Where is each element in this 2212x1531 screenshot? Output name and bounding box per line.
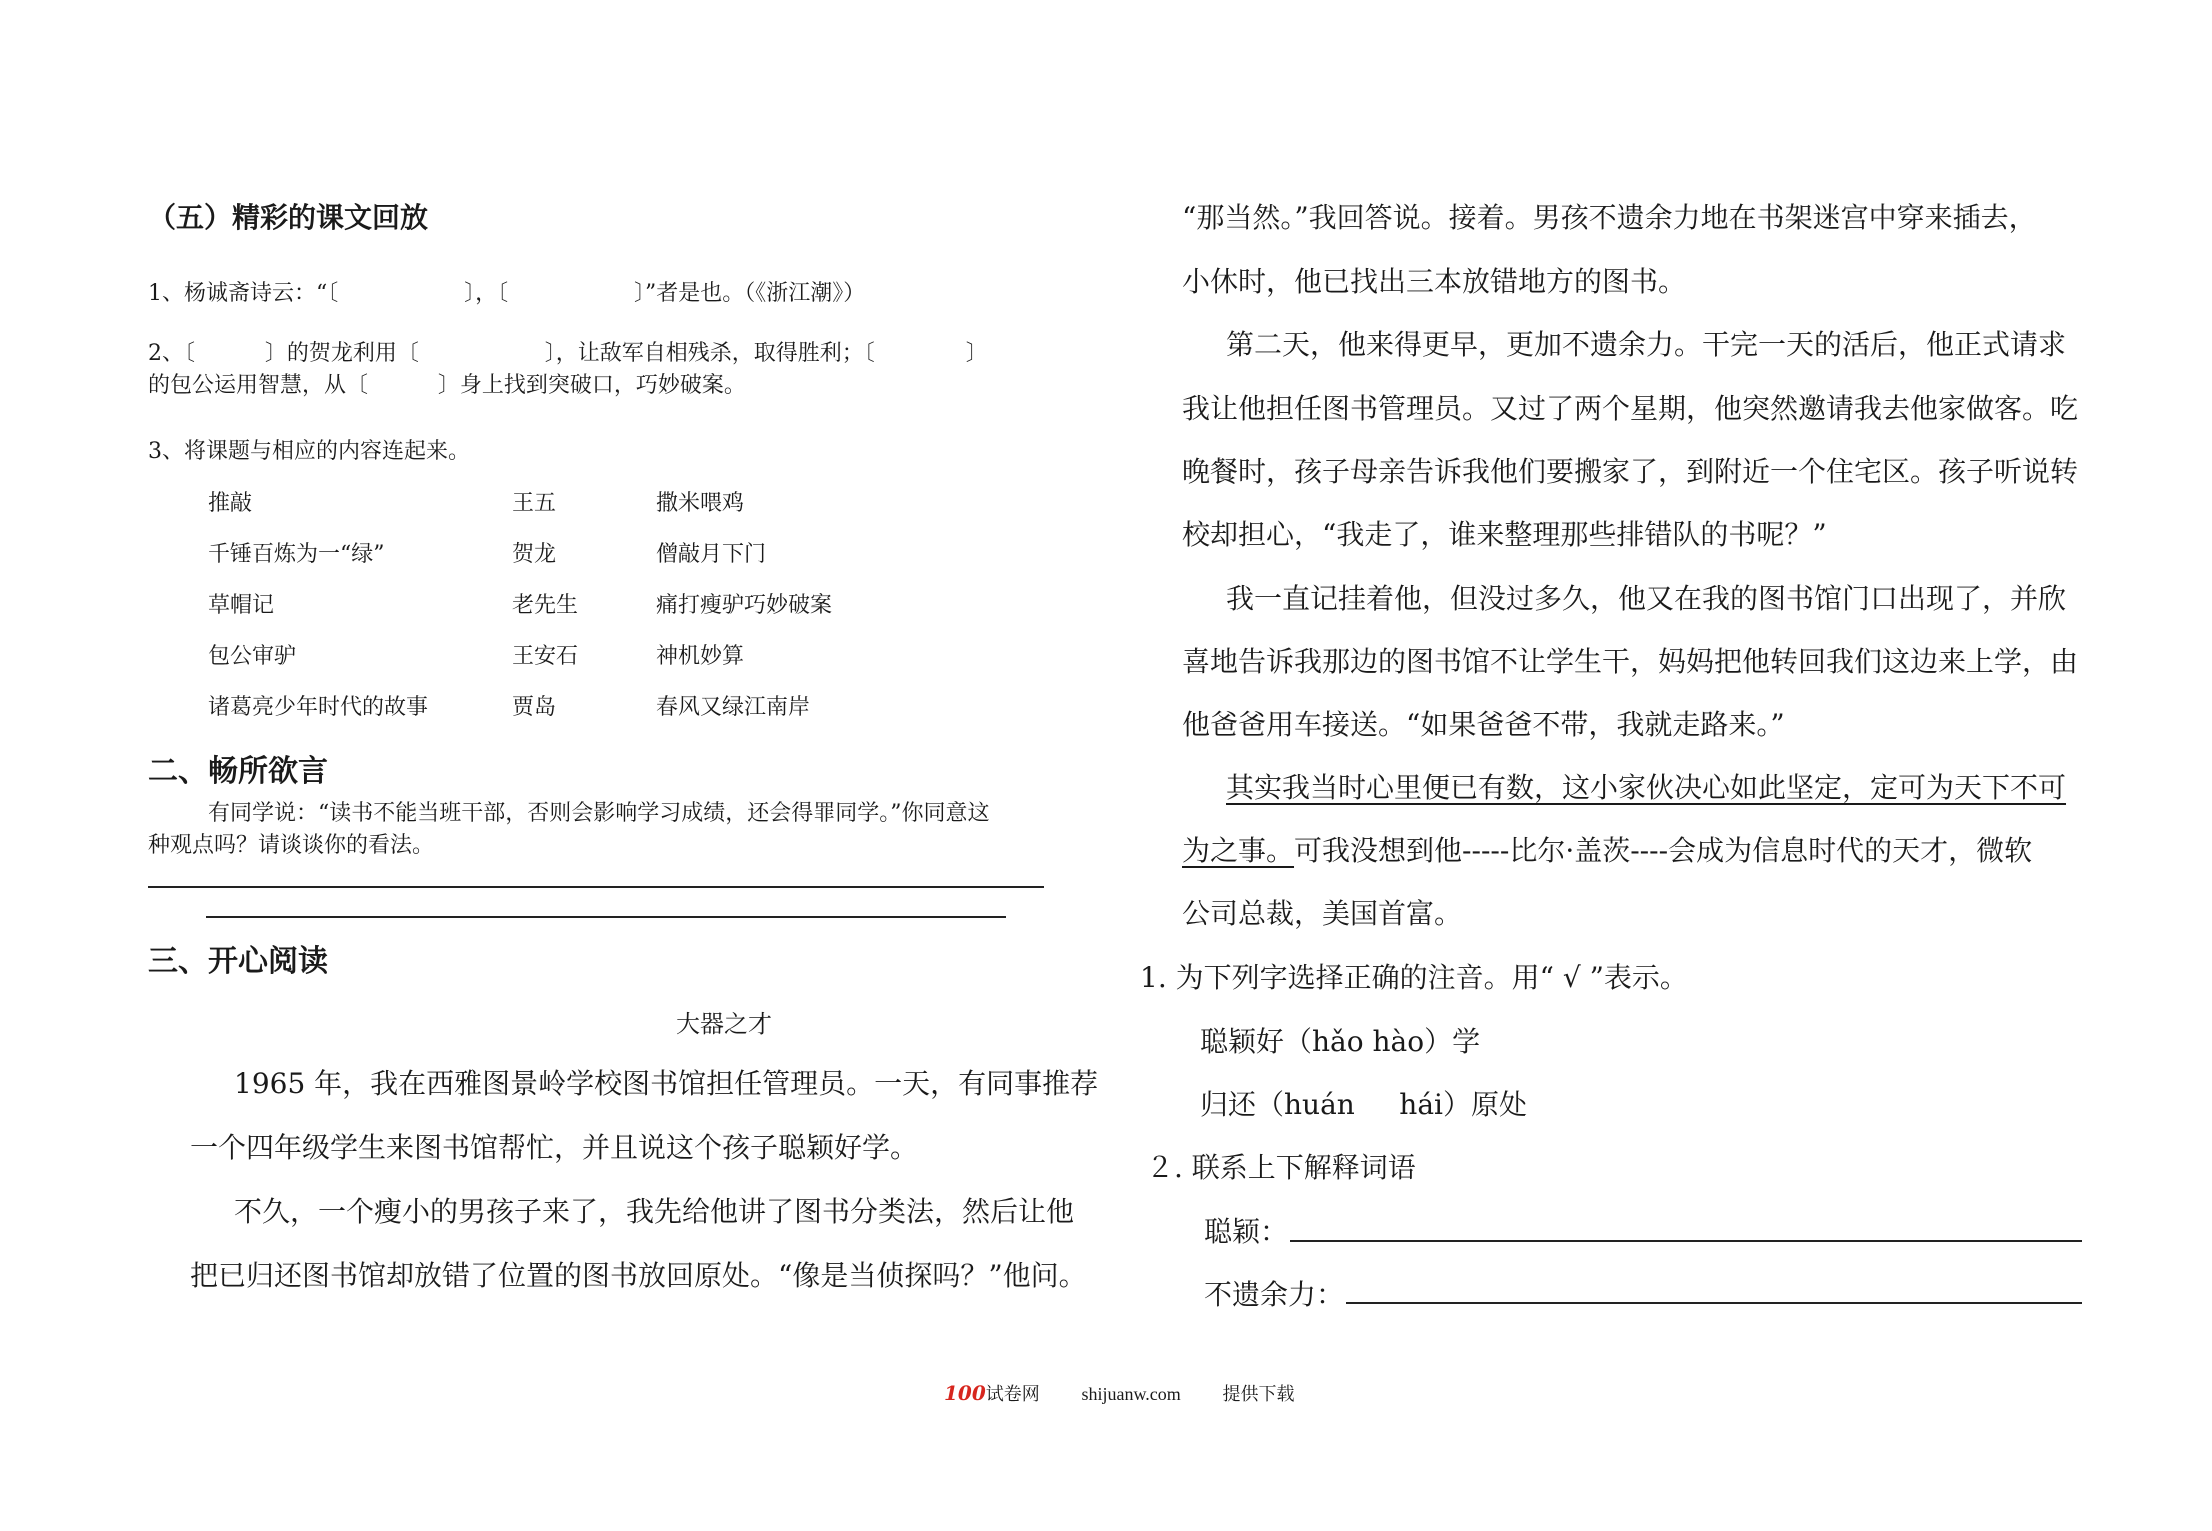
story-line: 一个四年级学生来图书馆帮忙，并且说这个孩子聪颖好学。 bbox=[190, 1131, 919, 1164]
pinyin-option-1: 聪颖好（hǎo hào）学 bbox=[1200, 1025, 1481, 1058]
download-note: 提供下载 bbox=[1222, 1384, 1295, 1405]
answer-line[interactable] bbox=[148, 886, 1044, 888]
reading-question-1: 1. 为下列字选择正确的注音。用“ √ ”表示。 bbox=[1140, 961, 1688, 994]
story-line-rest: 可我没想到他-----比尔·盖茨----会成为信息时代的天才，微软 bbox=[1294, 834, 2033, 867]
story-line: “那当然。”我回答说。接着。男孩不遗余力地在书架迷宫中穿来插去， bbox=[1182, 201, 2037, 234]
story-line: 把已归还图书馆却放错了位置的图书放回原处。“像是当侦探吗？”他问。 bbox=[190, 1259, 1087, 1292]
story-line: 第二天，他来得更早，更加不遗余力。干完一天的活后，他正式请求 bbox=[1226, 328, 2067, 361]
story-line: 小休时，他已找出三本放错地方的图书。 bbox=[1182, 265, 1687, 298]
underlined-sentence-end: 为之事。 bbox=[1182, 834, 1295, 867]
match-title: 诸葛亮少年时代的故事 bbox=[208, 695, 429, 720]
section-3-title: 三、开心阅读 bbox=[148, 944, 328, 979]
match-person: 王安石 bbox=[512, 644, 579, 669]
match-content: 春风又绿江南岸 bbox=[656, 695, 811, 720]
site-name: 试卷网 bbox=[985, 1384, 1040, 1405]
question-2-line-1: 2、〔 〕的贺龙利用〔 〕，让敌军自相残杀，取得胜利；〔 〕 bbox=[148, 341, 988, 366]
question-3: 3、将课题与相应的内容连起来。 bbox=[148, 439, 470, 464]
answer-line[interactable] bbox=[1290, 1240, 2082, 1242]
story-line: 校却担心，“我走了，谁来整理那些排错队的书呢？” bbox=[1182, 518, 1827, 551]
story-line: 喜地告诉我那边的图书馆不让学生干，妈妈把他转回我们这边来上学，由 bbox=[1182, 645, 2079, 678]
match-content: 撒米喂鸡 bbox=[656, 491, 745, 516]
story-line: 他爸爸用车接送。“如果爸爸不带，我就走路来。” bbox=[1182, 708, 1785, 741]
story-line: 1965 年，我在西雅图景岭学校图书馆担任管理员。一天，有同事推荐 bbox=[234, 1067, 1099, 1100]
word-label: 不遗余力： bbox=[1204, 1278, 1345, 1311]
section-5-title: （五）精彩的课文回放 bbox=[148, 201, 429, 234]
underlined-sentence: 其实我当时心里便已有数，这小家伙决心如此坚定，定可为天下不可 bbox=[1226, 771, 2067, 804]
reading-question-2: ２. 联系上下解释词语 bbox=[1146, 1151, 1416, 1184]
footer bbox=[944, 1380, 1295, 1406]
match-content: 神机妙算 bbox=[656, 644, 745, 669]
match-title: 草帽记 bbox=[208, 593, 275, 618]
story-line bbox=[1182, 829, 2032, 869]
match-title: 推敲 bbox=[208, 491, 253, 516]
match-person: 老先生 bbox=[512, 593, 579, 618]
story-line: 不久，一个瘦小的男孩子来了，我先给他讲了图书分类法，然后让他 bbox=[234, 1195, 1075, 1228]
match-person: 王五 bbox=[512, 491, 557, 516]
answer-line[interactable] bbox=[1346, 1302, 2082, 1304]
question-1: 1、杨诚斋诗云：“〔 〕，〔 〕”者是也。（《浙江潮》） bbox=[148, 281, 866, 306]
question-2-line-2: 的包公运用智慧，从〔 〕身上找到突破口，巧妙破案。 bbox=[148, 373, 746, 398]
pinyin-option-2: 归还（huán hái）原处 bbox=[1200, 1088, 1527, 1121]
match-title: 千锤百炼为一“绿” bbox=[208, 542, 385, 567]
section-2-prompt-line-2: 种观点吗？请谈谈你的看法。 bbox=[148, 833, 435, 858]
match-content: 僧敲月下门 bbox=[656, 542, 767, 567]
section-2-title: 二、畅所欲言 bbox=[148, 754, 328, 789]
match-content: 痛打瘦驴巧妙破案 bbox=[656, 593, 833, 618]
word-label: 聪颖： bbox=[1204, 1215, 1289, 1248]
section-2-prompt-line-1: 有同学说：“读书不能当班干部，否则会影响学习成绩，还会得罪同学。”你同意这 bbox=[208, 801, 990, 826]
match-person: 贺龙 bbox=[512, 542, 557, 567]
site-logo: 100 bbox=[944, 1381, 986, 1405]
story-line: 晚餐时，孩子母亲告诉我他们要搬家了，到附近一个住宅区。孩子听说转 bbox=[1182, 455, 2079, 488]
story-line: 公司总裁，美国首富。 bbox=[1182, 897, 1463, 930]
story-title: 大器之才 bbox=[676, 1010, 772, 1038]
match-person: 贾岛 bbox=[512, 695, 557, 720]
site-url[interactable]: shijuanw.com bbox=[1081, 1384, 1181, 1404]
story-line: 我让他担任图书管理员。又过了两个星期，他突然邀请我去他家做客。吃 bbox=[1182, 392, 2079, 425]
story-line: 我一直记挂着他，但没过多久，他又在我的图书馆门口出现了，并欣 bbox=[1226, 582, 2067, 615]
answer-line[interactable] bbox=[206, 916, 1006, 918]
match-title: 包公审驴 bbox=[208, 644, 297, 669]
